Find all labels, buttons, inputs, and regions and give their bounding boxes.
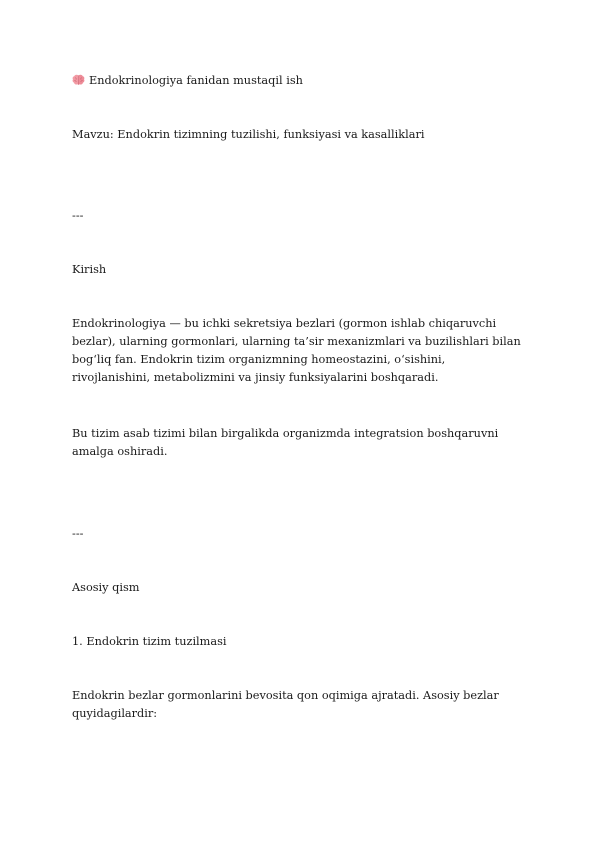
document-title-text: Endokrinologiya fanidan mustaqil ish <box>89 74 303 87</box>
topic-line: Mavzu: Endokrin tizimning tuzilishi, funksiyasi va kasalliklari <box>72 128 425 141</box>
separator: --- <box>72 209 84 222</box>
subsection-heading: 1. Endokrin tizim tuzilmasi <box>72 635 227 648</box>
section-heading-kirish: Kirish <box>72 263 107 276</box>
brain-icon <box>72 74 85 92</box>
section-heading-asosiy: Asosiy qism <box>72 581 140 594</box>
document-title <box>72 72 524 92</box>
intro-paragraph: Endokrinologiya — bu ichki sekretsiya bezlari (gormon ishlab chiqaruvchi bezlar), ularning gormonlari, ularning ta’sir mexanizmlari va buzilishlari bilan bog‘liq fan. Endokrin tizim organizmning homeostazini, o‘sishini, rivojlanishini, metabolizmini va jinsiy funksiyalarini boshqaradi. <box>72 317 521 384</box>
body-paragraph: Endokrin bezlar gormonlarini bevosita qon oqimiga ajratadi. Asosiy bezlar quyidagilardir: <box>72 689 499 720</box>
intro-paragraph-2: Bu tizim asab tizimi bilan birgalikda organizmda integratsion boshqaruvni amalga oshiradi. <box>72 427 499 458</box>
separator: --- <box>72 527 84 540</box>
